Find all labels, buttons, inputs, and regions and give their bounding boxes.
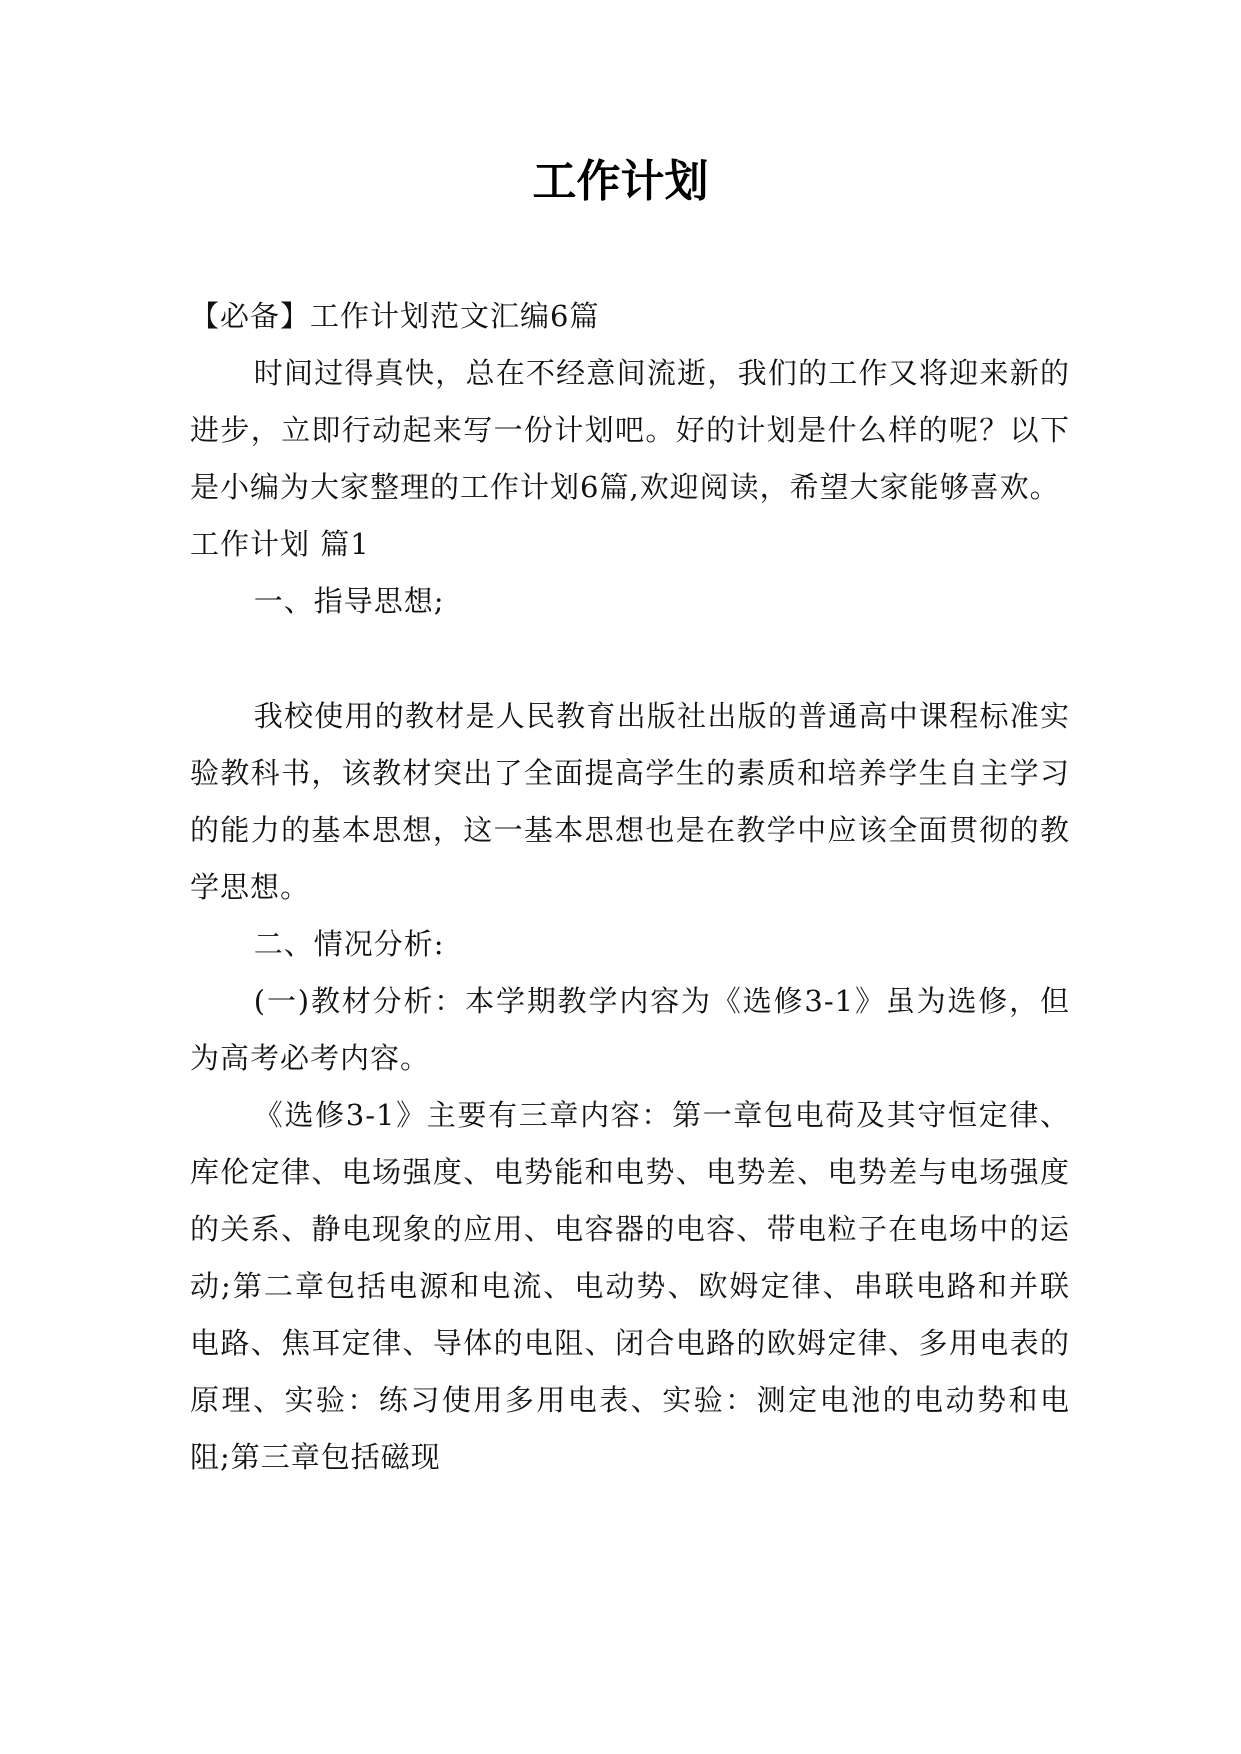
document-body [190, 288, 1070, 1486]
paragraph-material-analysis: (一)教材分析：本学期教学内容为《选修3-1》虽为选修，但为高考必考内容。 [190, 984, 1070, 1075]
paragraph-textbook: 我校使用的教材是人民教育出版社出版的普通高中课程标准实验教科书，该教材突出了全面提高学生的素质和培养学生自主学习的能力的基本思想，这一基本思想也是在教学中应该全面贯彻的教学思想。 [190, 699, 1070, 904]
paragraph-chapters: 《选修3-1》主要有三章内容：第一章包电荷及其守恒定律、库伦定律、电场强度、电势能和电势、电势差、电势差与电场强度的关系、静电现象的应用、电容器的电容、带电粒子在电场中的运动;第二章包括电源和电流、电动势、欧姆定律、串联电路和并联电路、焦耳定律、导体的电阻、闭合电路的欧姆定律、多用电表的原理、实验：练习使用多用电表、实验：测定电池的电动势和电阻;第三章包括磁现 [190, 1098, 1070, 1474]
intro-paragraph: 时间过得真快，总在不经意间流逝，我们的工作又将迎来新的进步，立即行动起来写一份计划吧。好的计划是什么样的呢？以下是小编为大家整理的工作计划6篇,欢迎阅读，希望大家能够喜欢。 [190, 356, 1070, 504]
section-heading-plan-1: 工作计划 篇1 [190, 527, 370, 561]
heading-situation-analysis: 二、情况分析: [253, 927, 445, 961]
document-title: 工作计划 [532, 156, 709, 207]
document-subtitle: 【必备】工作计划范文汇编6篇 [190, 299, 600, 333]
blank-line [190, 630, 1070, 688]
heading-guiding-thought: 一、指导思想; [253, 584, 445, 618]
